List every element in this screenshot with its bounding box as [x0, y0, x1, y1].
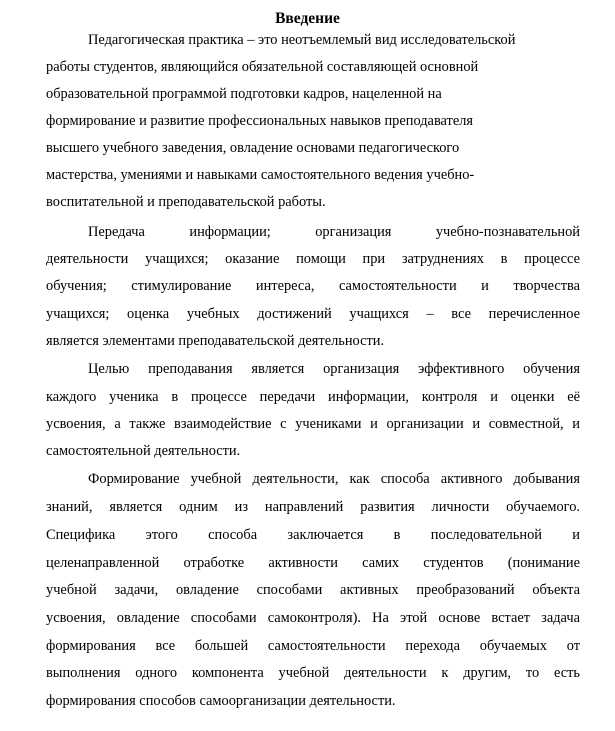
text-line: воспитательной и преподавательской работы.	[46, 194, 326, 210]
text-line: является элементами преподавательской деятельности.	[46, 333, 385, 349]
document-title: Введение	[275, 10, 340, 27]
text-line: деятельности учащихся; оказание помощи при затруднениях в процессе	[46, 251, 580, 267]
text-line: обучения; стимулирование интереса, самостоятельности и творчества	[46, 278, 580, 294]
text-line: знаний, является одним из направлений развития личности обучаемого.	[46, 499, 580, 515]
text-line: мастерства, умениями и навыками самостоятельного ведения учебно-	[46, 167, 475, 183]
text-line: работы студентов, являющийся обязательной составляющей основной	[46, 59, 479, 75]
text-line: учебной задачи, овладение способами активных преобразований объекта	[46, 582, 580, 598]
text-line: формирования способов самоорганизации деятельности.	[46, 693, 396, 709]
text-line: формирование и развитие профессиональных навыков преподавателя	[46, 113, 474, 129]
text-line: Специфика этого способа заключается в последовательной и	[46, 527, 580, 543]
text-line: учащихся; оценка учебных достижений учащихся – все перечисленное	[46, 306, 580, 322]
text-line: самостоятельной деятельности.	[46, 443, 241, 459]
text-line: целенаправленной отработке активности самих студентов (понимание	[46, 555, 580, 571]
text-line: образовательной программой подготовки кадров, нацеленной на	[46, 86, 442, 102]
text-line: усвоения, а также взаимодействие с учениками и организации и совместной, и	[46, 416, 580, 432]
text-line: усвоения, овладение способами самоконтроля). На этой основе встает задача	[46, 610, 580, 626]
text-line: формирования все большей самостоятельности перехода обучаемых от	[46, 638, 580, 654]
text-line: выполнения одного компонента учебной деятельности к другим, то есть	[46, 665, 580, 681]
text-line: Формирование учебной деятельности, как способа активного добывания	[88, 471, 580, 487]
text-line: каждого ученика в процессе передачи информации, контроля и оценки её	[46, 389, 580, 405]
text-line: Целью преподавания является организация эффективного обучения	[88, 361, 580, 377]
text-line: Передача информации; организация учебно-познавательной	[88, 224, 580, 240]
text-line: Педагогическая практика – это неотъемлемый вид исследовательской	[88, 32, 516, 48]
text-line: высшего учебного заведения, овладение основами педагогического	[46, 140, 460, 156]
